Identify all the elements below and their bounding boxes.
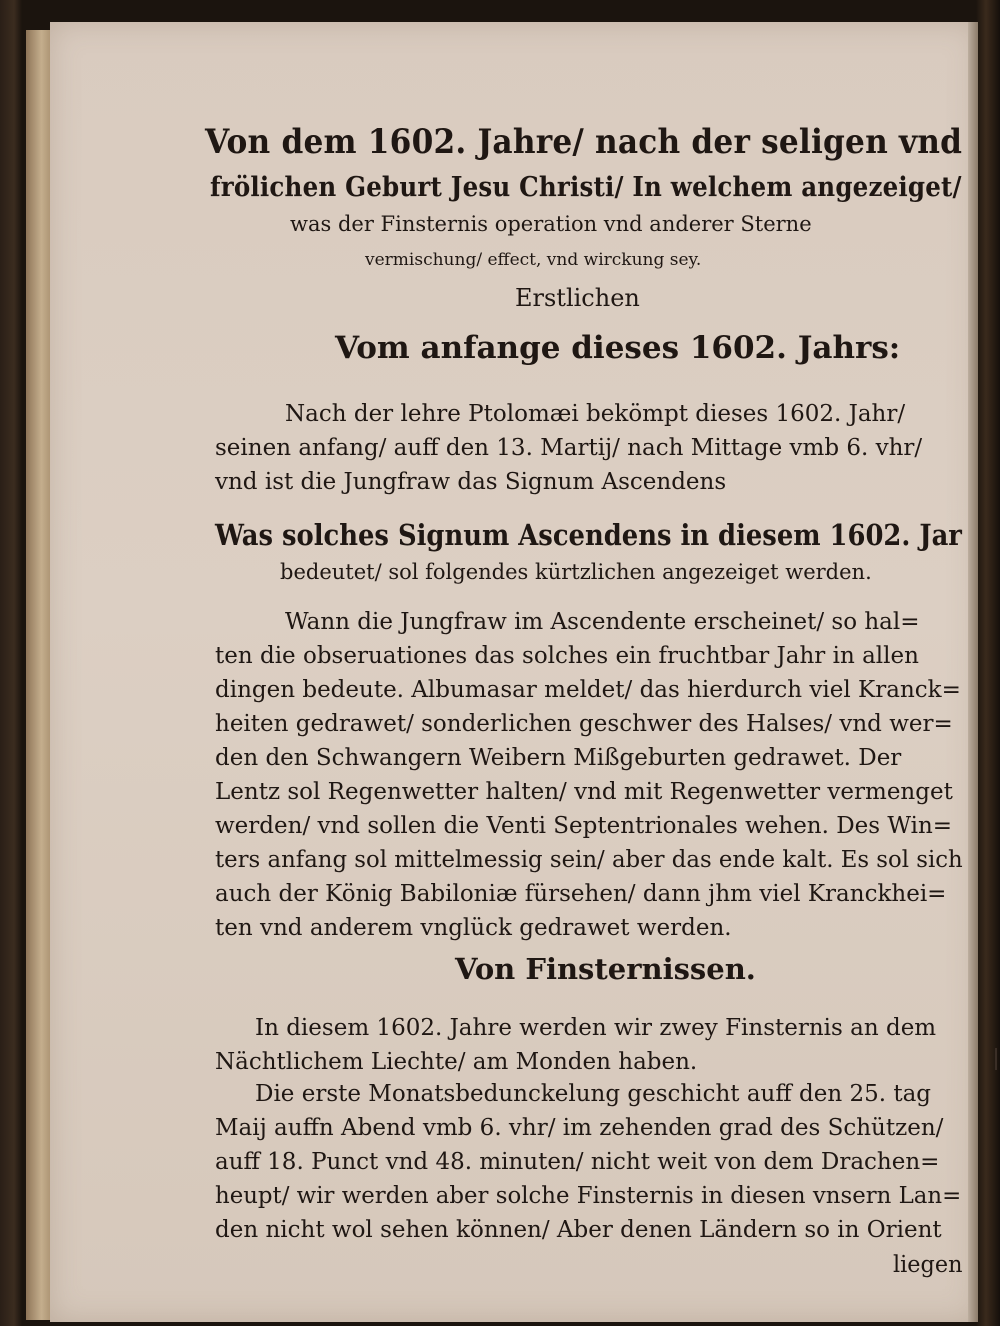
- subheading-erstlichen: Erstlichen: [515, 284, 640, 312]
- paragraph-2-line-9: auch der König Babiloniæ fürsehen/ dann jhm viel Kranckhei=: [215, 881, 947, 907]
- paragraph-1-line-2: seinen anfang/ auff den 13. Martij/ nach Mittage vmb 6. vhr/: [215, 435, 923, 461]
- scan-artifact-mark: [995, 1048, 997, 1070]
- heading-signum-subline: bedeutet/ sol folgendes kürtzlichen angezeiget werden.: [280, 560, 872, 584]
- paragraph-2-line-4: heiten gedrawet/ sonderlichen geschwer des Halses/ vnd wer=: [215, 711, 953, 737]
- heading-von-finsternissen: Von Finsternissen.: [455, 952, 756, 986]
- paragraph-1-line-3: vnd ist die Jungfraw das Signum Ascendens: [215, 469, 727, 495]
- catchword: liegen: [893, 1252, 963, 1278]
- paragraph-3-line-1: In diesem 1602. Jahre werden wir zwey Finsternis an dem: [255, 1015, 937, 1041]
- heading-vom-anfange: Vom anfange dieses 1602. Jahrs:: [335, 330, 901, 366]
- title-line-3: was der Finsternis operation vnd anderer Sterne: [290, 212, 812, 236]
- paragraph-4-line-3: auff 18. Punct vnd 48. minuten/ nicht weit von dem Drachen=: [215, 1149, 940, 1175]
- title-line-2: frölichen Geburt Jesu Christi/ In welchem angezeiget/: [210, 172, 962, 203]
- heading-signum-ascendens: Was solches Signum Ascendens in diesem 1602. Jar: [215, 518, 962, 552]
- paragraph-2-line-6: Lentz sol Regenwetter halten/ vnd mit Regenwetter vermenget: [215, 779, 953, 805]
- paragraph-2-line-1: Wann die Jungfraw im Ascendente erscheinet/ so hal=: [285, 609, 920, 635]
- paragraph-4-line-4: heupt/ wir werden aber solche Finsternis in diesen vnsern Lan=: [215, 1183, 962, 1209]
- paragraph-1-line-1: Nach der lehre Ptolomæi bekömpt dieses 1602. Jahr/: [285, 401, 906, 427]
- title-line-1: Von dem 1602. Jahre/ nach der seligen vnd: [205, 122, 963, 162]
- paragraph-4-line-1: Die erste Monatsbedunckelung geschicht auff den 25. tag: [255, 1081, 932, 1107]
- paragraph-2-line-3: dingen bedeute. Albumasar meldet/ das hierdurch viel Kranck=: [215, 677, 961, 703]
- paragraph-2-line-8: ters anfang sol mittelmessig sein/ aber das ende kalt. Es sol sich: [215, 847, 963, 873]
- title-line-4: vermischung/ effect, vnd wirckung sey.: [365, 250, 702, 270]
- paragraph-2-line-7: werden/ vnd sollen die Venti Septentrionales wehen. Des Win=: [215, 813, 953, 839]
- page-edge: [968, 22, 978, 1322]
- paragraph-2-line-5: den den Schwangern Weibern Mißgeburten gedrawet. Der: [215, 745, 902, 771]
- paragraph-2-line-10: ten vnd anderem vnglück gedrawet werden.: [215, 915, 732, 941]
- paragraph-4-line-5: den nicht wol sehen können/ Aber denen Ländern so in Orient: [215, 1217, 942, 1243]
- paragraph-4-line-2: Maij auffn Abend vmb 6. vhr/ im zehenden grad des Schützen/: [215, 1115, 944, 1141]
- paragraph-3-line-2: Nächtlichem Liechte/ am Monden haben.: [215, 1049, 698, 1075]
- paragraph-2-line-2: ten die obseruationes das solches ein fruchtbar Jahr in allen: [215, 643, 919, 669]
